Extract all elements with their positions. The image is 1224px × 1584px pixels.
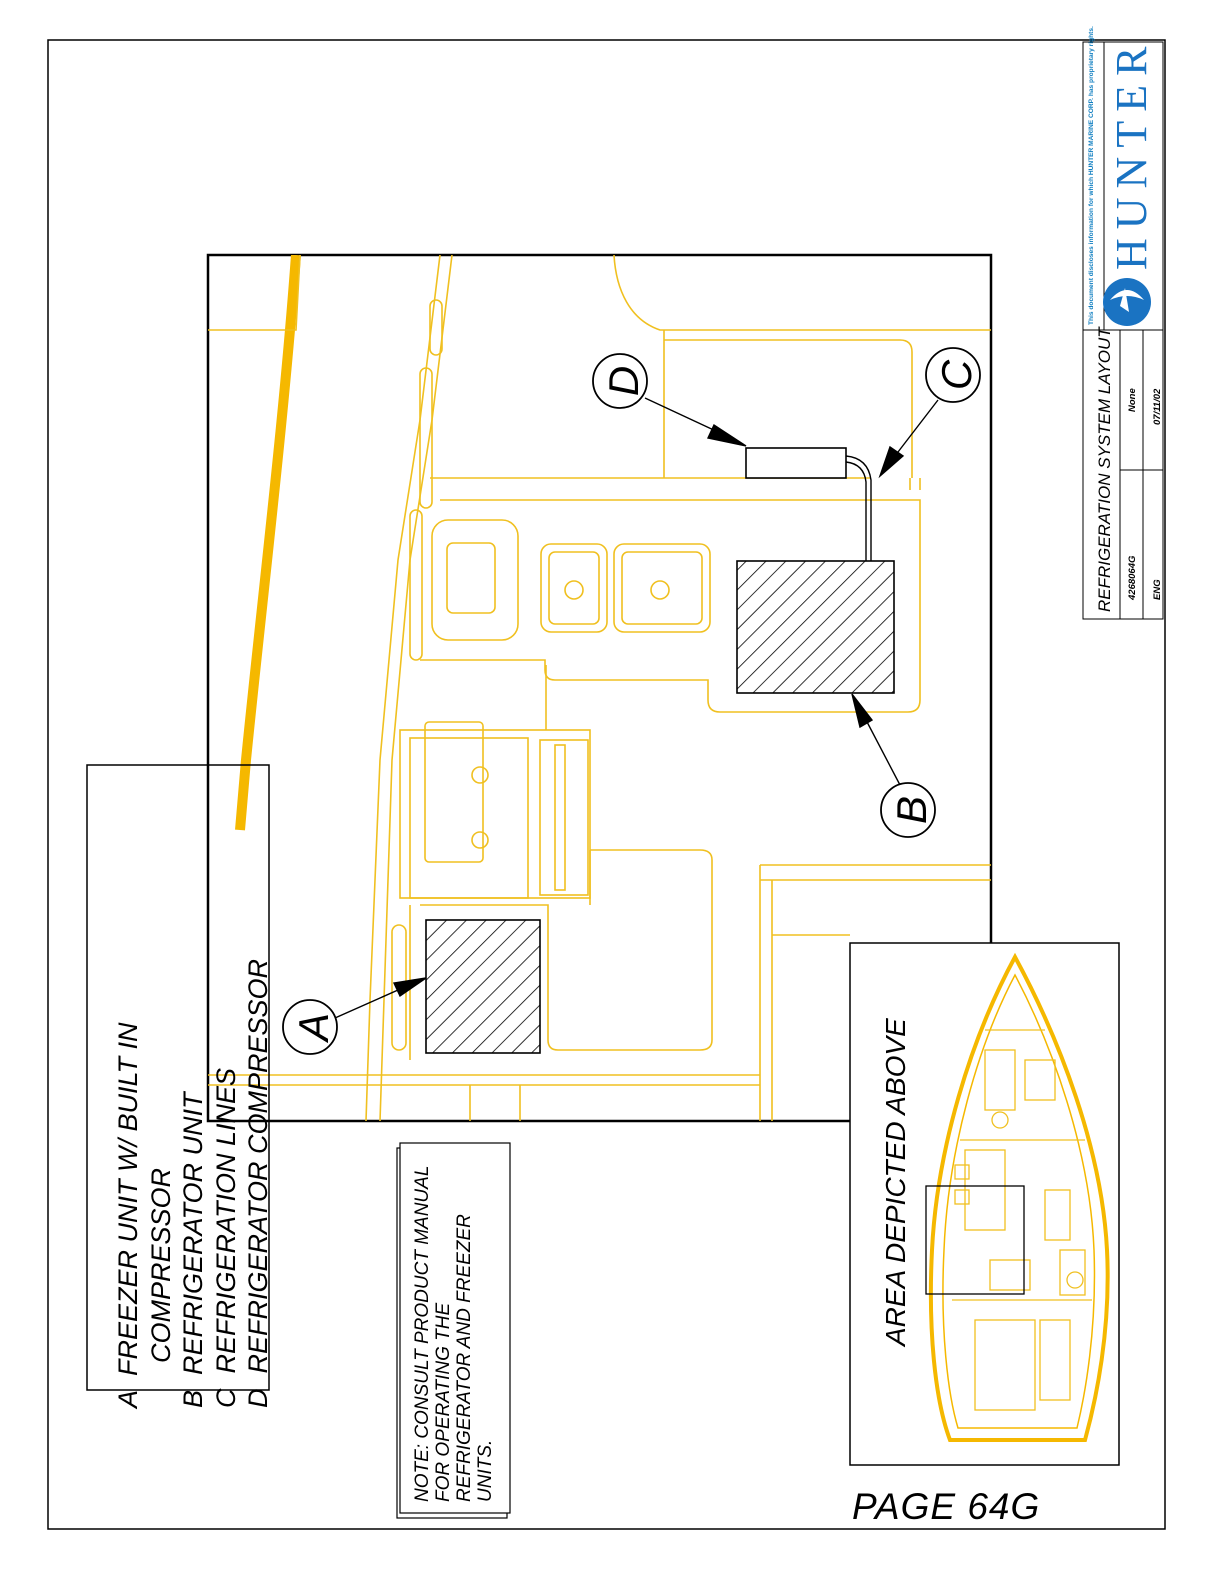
page-label: PAGE 64G [852, 1486, 1041, 1527]
callout-c: C [933, 359, 980, 391]
callout-a: A [290, 1012, 337, 1042]
legend-line: B REFRIGERATOR UNIT [178, 1092, 208, 1408]
callout-b: B [888, 795, 935, 825]
inset-label: AREA DEPICTED ABOVE [880, 1018, 911, 1346]
callout-d: D [600, 365, 647, 397]
hunter-logo [1103, 278, 1151, 326]
legend-line: COMPRESSOR [145, 1167, 176, 1408]
note-line: UNITS. [475, 1439, 496, 1502]
proprietary-notice: This document discloses information for which HUNTER MARINE CORP. has proprietary rights. [1088, 26, 1095, 325]
drawing-date: 07/11/02 [1152, 388, 1163, 425]
note-text [412, 1166, 496, 1502]
revision-number: None [1127, 388, 1138, 412]
note-line: REFRIGERATOR AND FREEZER [454, 1214, 475, 1502]
legend-line: C REFRIGERATION LINES [210, 1067, 241, 1408]
drawing-title: REFRIGERATION SYSTEM LAYOUT [1095, 327, 1114, 612]
freezer-unit [426, 920, 540, 1053]
legend-text [112, 959, 275, 1408]
drawing-number: 4268064G [1127, 555, 1138, 600]
refrigerator-unit [737, 561, 894, 693]
brand-wordmark: HUNTER [1107, 37, 1156, 270]
legend-line: A FREEZER UNIT W/ BUILT IN [113, 1022, 143, 1408]
refrigerator-compressor [746, 448, 846, 478]
legend-line: D REFRIGERATOR COMPRESSOR [243, 958, 273, 1408]
drawn-by: ENG [1152, 579, 1163, 600]
note-line: FOR OPERATING THE [433, 1302, 454, 1502]
note-line: NOTE: CONSULT PRODUCT MANUAL [412, 1165, 433, 1502]
